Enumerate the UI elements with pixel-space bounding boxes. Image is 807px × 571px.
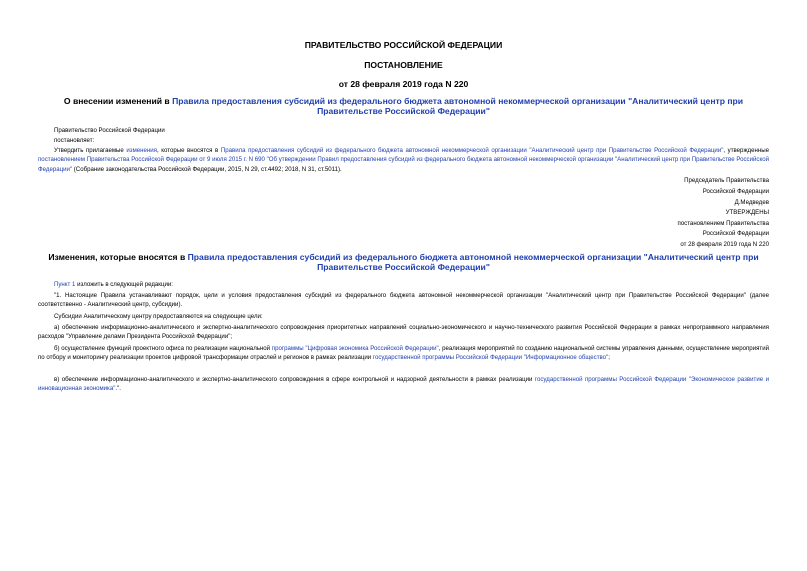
changes-q6: в) обеспечение информационно-аналитического и экспертно-аналитического сопровождения в сфере контрольной и надзорной деятельности в рамках реализации государственной программы Российской Федерации "Экономическое развитие и инновационная экономика".".	[38, 376, 769, 393]
signature-l6: Российской Федерации	[702, 230, 769, 237]
link-changes[interactable]: изменения	[126, 147, 157, 154]
link-information-society[interactable]: государственной программы Российской Федерации "Информационное общество"	[372, 354, 609, 362]
body-p3: Утвердить прилагаемые изменения, которые вносятся в Правила предоставления субсидий из федерального бюджета автономной некоммерческой организации "Аналитический центр при Правительстве Российской Федерации", утвержденные постановлением Правительства Российской Федерации от 9 июля 2015 г. N 690 "Об утверждении Правил предоставления субсидий из федерального бюджета автономной некоммерческой организации "Аналитический центр при Правительстве Российской Федерации" (Собрание законодательства Российской Федерации, 2015, N 29, ст.4492; 2018, N 31, ст.5011).	[38, 147, 769, 173]
title-prefix: О внесении изменений в	[63, 96, 173, 106]
changes-title-link[interactable]: Правила предоставления субсидий из федерального бюджета автономной некоммерческой организации "Аналитический центр при Правительстве Российской Федерации"	[187, 252, 759, 272]
header-doc-type: ПОСТАНОВЛЕНИЕ	[364, 60, 443, 70]
changes-q3: Субсидии Аналитическому центру предоставляются на следующие цели:	[54, 313, 263, 320]
link-point-1[interactable]: Пункт 1	[54, 281, 76, 288]
signature-l7: от 28 февраля 2019 года N 220	[680, 241, 769, 248]
link-rules[interactable]: Правила предоставления субсидий из федерального бюджета автономной некоммерческой организации "Аналитический центр при Правительстве Российской Федерации"	[220, 147, 724, 154]
link-economic-development[interactable]: государственной программы Российской Федерации "Экономическое развитие и инновационная экономика"	[38, 376, 769, 393]
document-title	[38, 96, 769, 116]
signature-l5: постановлением Правительства	[677, 220, 769, 227]
changes-q5: б) осуществление функций проектного офиса по реализации национальной программы "Цифровая экономика Российской Федерации", реализация мероприятий по созданию национальной системы управления данными, осуществление мероприятий по отбору и мониторингу реализации проектов цифровой трансформации отраслей и регионов в рамках реализации государственной программы Российской Федерации "Информационное общество";	[38, 345, 769, 362]
signature-l4: УТВЕРЖДЕНЫ	[725, 209, 769, 216]
changes-title	[38, 252, 769, 272]
header-org: ПРАВИТЕЛЬСТВО РОССИЙСКОЙ ФЕДЕРАЦИИ	[304, 40, 503, 50]
signature-l1: Председатель Правительства	[684, 177, 769, 184]
body-p2: постановляет:	[54, 137, 95, 144]
changes-title-prefix: Изменения, которые вносятся в	[48, 252, 188, 262]
link-resolution-690[interactable]: постановлением Правительства Российской Федерации от 9 июля 2015 г. N 690 "Об утверждении Правил предоставления субсидий из федерального бюджета автономной некоммерческой организации "Аналитический центр при Правительстве Российской Федерации"	[38, 156, 769, 173]
changes-q2: "1. Настоящие Правила устанавливают порядок, цели и условия предоставления субсидий из федерального бюджета автономной некоммерческой организации "Аналитический центр при Правительстве Российской Федерации" (далее соответственно - Аналитический центр, субсидии).	[38, 292, 769, 309]
title-link[interactable]: Правила предоставления субсидий из федерального бюджета автономной некоммерческой организации "Аналитический центр при Правительстве Российской Федерации"	[172, 96, 744, 116]
header-date: от 28 февраля 2019 года N 220	[338, 79, 469, 89]
changes-q4: а) обеспечение информационно-аналитического и экспертно-аналитического сопровождения приоритетных направлений социально-экономического и научно-технического развития Российской Федерации в рамках непрограммного направления расходов "Управление делами Президента Российской Федерации";	[38, 324, 769, 341]
link-digital-economy[interactable]: программы "Цифровая экономика Российской Федерации"	[271, 345, 439, 352]
signature-l3: Д.Медведев	[734, 199, 769, 206]
changes-q1: Пункт 1 изложить в следующей редакции:	[54, 281, 173, 288]
signature-l2: Российской Федерации	[702, 188, 769, 195]
body-p1: Правительство Российской Федерации	[54, 127, 165, 134]
